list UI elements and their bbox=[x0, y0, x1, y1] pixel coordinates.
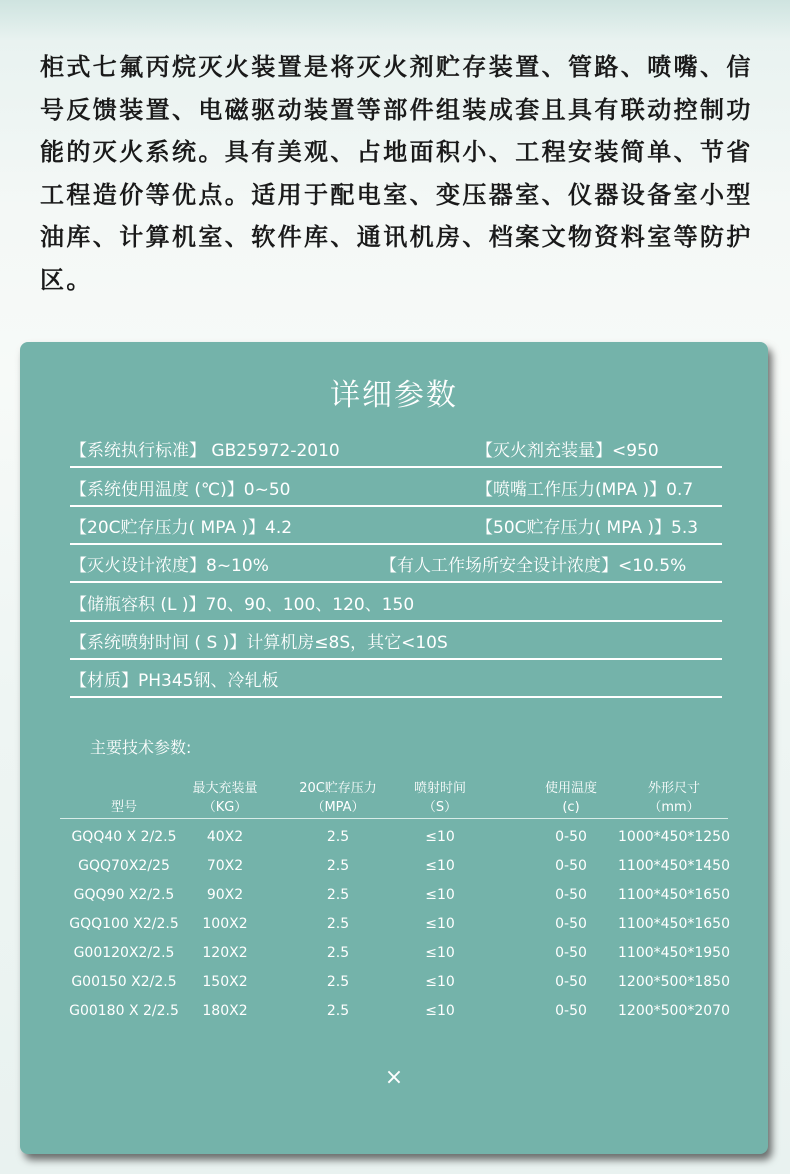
param-right: 【有人工作场所安全设计浓度】<10.5% bbox=[380, 556, 687, 576]
table-header-cell bbox=[511, 779, 631, 817]
table-header-cell bbox=[165, 779, 285, 817]
table-cell: ≤10 bbox=[425, 1003, 455, 1019]
table-cell: ≤10 bbox=[425, 916, 455, 932]
table-cell: GQQ40 X 2/2.5 bbox=[71, 829, 177, 845]
table-cell: 1000*450*1250 bbox=[618, 829, 730, 845]
header-line-1: 喷射时间 bbox=[413, 781, 466, 796]
table-cell: 0-50 bbox=[555, 916, 587, 932]
table-header-cell bbox=[614, 779, 734, 817]
param-row bbox=[70, 658, 722, 698]
table-cell: 2.5 bbox=[326, 829, 350, 845]
param-left: 【系统喷射时间 ( S )】计算机房≤8S，其它<10S bbox=[70, 633, 448, 653]
header-line-2: 型号 bbox=[110, 800, 137, 815]
table-cell: 90X2 bbox=[206, 887, 244, 903]
table-cell: 2.5 bbox=[326, 858, 350, 874]
param-left: 【材质】PH345钢、冷轧板 bbox=[70, 671, 279, 691]
panel-title: 详细参数 bbox=[330, 378, 458, 413]
header-line-2: （mm） bbox=[648, 800, 700, 815]
table-cell: 40X2 bbox=[206, 829, 244, 845]
param-right: 【喷嘴工作压力(MPA )】0.7 bbox=[476, 480, 694, 500]
table-cell: 2.5 bbox=[326, 887, 350, 903]
table-cell: ≤10 bbox=[425, 945, 455, 961]
header-line-1: 20C贮存压力 bbox=[299, 781, 377, 796]
header-line-2: (c) bbox=[562, 800, 580, 815]
table-cell: 0-50 bbox=[555, 887, 587, 903]
param-row bbox=[70, 428, 722, 468]
table-cell: 1100*450*1650 bbox=[618, 887, 730, 903]
intro-paragraph: 柜式七氟丙烷灭火装置是将灭火剂贮存装置、管路、喷嘴、信号反馈装置、电磁驱动装置等部件组装成套且具有联动控制功能的灭火系统。具有美观、占地面积小、工程安装简单、节省工程造价等优点。适用于配电室、变压器室、仪器设备室小型油库、计算机室、软件库、通讯机房、档案文物资料室等防护区。 bbox=[40, 53, 753, 294]
table-cell: 1100*450*1450 bbox=[618, 858, 730, 874]
table-cell: 150X2 bbox=[202, 974, 248, 990]
header-line-1: 最大充装量 bbox=[192, 781, 258, 796]
header-line-2: （MPA） bbox=[311, 800, 365, 815]
table-cell: 70X2 bbox=[206, 858, 244, 874]
table-cell: 0-50 bbox=[555, 829, 587, 845]
table-cell: G00120X2/2.5 bbox=[73, 945, 175, 961]
table-cell: 1100*450*1950 bbox=[618, 945, 730, 961]
table-cell: GQQ100 X2/2.5 bbox=[69, 916, 179, 932]
table-cell: 100X2 bbox=[202, 916, 248, 932]
param-right: 【灭火剂充装量】<950 bbox=[476, 441, 659, 461]
table-header-divider bbox=[60, 818, 728, 819]
table-cell: 1200*500*1850 bbox=[618, 974, 730, 990]
table-cell: 1100*450*1650 bbox=[618, 916, 730, 932]
table-cell: 0-50 bbox=[555, 974, 587, 990]
table-cell: 180X2 bbox=[202, 1003, 248, 1019]
table-cell: 1200*500*2070 bbox=[618, 1003, 730, 1019]
header-line-1: 外形尺寸 bbox=[647, 781, 700, 796]
parameters-panel bbox=[20, 342, 768, 1154]
table-cell: 0-50 bbox=[555, 1003, 587, 1019]
table-cell: ≤10 bbox=[425, 887, 455, 903]
param-row bbox=[70, 543, 722, 583]
param-row bbox=[70, 467, 722, 507]
table-cell: 0-50 bbox=[555, 945, 587, 961]
param-left: 【系统使用温度 (℃)】0~50 bbox=[70, 480, 291, 500]
param-left: 【20C贮存压力( MPA )】4.2 bbox=[70, 518, 293, 538]
param-right: 【50C贮存压力( MPA )】5.3 bbox=[476, 518, 699, 538]
param-left: 【灭火设计浓度】8~10% bbox=[70, 556, 269, 576]
table-cell: ≤10 bbox=[425, 858, 455, 874]
table-cell: 2.5 bbox=[326, 974, 350, 990]
param-left: 【储瓶容积 (L )】70、90、100、120、150 bbox=[70, 595, 415, 615]
table-cell: GQQ70X2/25 bbox=[78, 858, 170, 874]
table-header-cell bbox=[380, 779, 500, 817]
table-cell: 2.5 bbox=[326, 1003, 350, 1019]
param-left: 【系统执行标准】 GB25972-2010 bbox=[70, 441, 340, 461]
table-cell: 0-50 bbox=[555, 858, 587, 874]
table-cell: GQQ90 X2/2.5 bbox=[73, 887, 175, 903]
table-cell: 2.5 bbox=[326, 916, 350, 932]
table-cell: ≤10 bbox=[425, 829, 455, 845]
param-row bbox=[70, 505, 722, 545]
table-title: 主要技术参数: bbox=[90, 738, 192, 757]
table-cell: ≤10 bbox=[425, 974, 455, 990]
header-line-2: （S） bbox=[422, 800, 458, 815]
param-row bbox=[70, 620, 722, 660]
table-cell: 2.5 bbox=[326, 945, 350, 961]
param-row bbox=[70, 582, 722, 622]
top-decoration bbox=[0, 0, 790, 40]
table-cell: G00150 X2/2.5 bbox=[71, 974, 177, 990]
table-cell: G00180 X 2/2.5 bbox=[69, 1003, 179, 1019]
header-line-1: 使用温度 bbox=[544, 781, 597, 796]
header-line-2: （KG） bbox=[202, 800, 248, 815]
table-cell: 120X2 bbox=[202, 945, 248, 961]
close-button[interactable]: × bbox=[384, 1065, 404, 1090]
